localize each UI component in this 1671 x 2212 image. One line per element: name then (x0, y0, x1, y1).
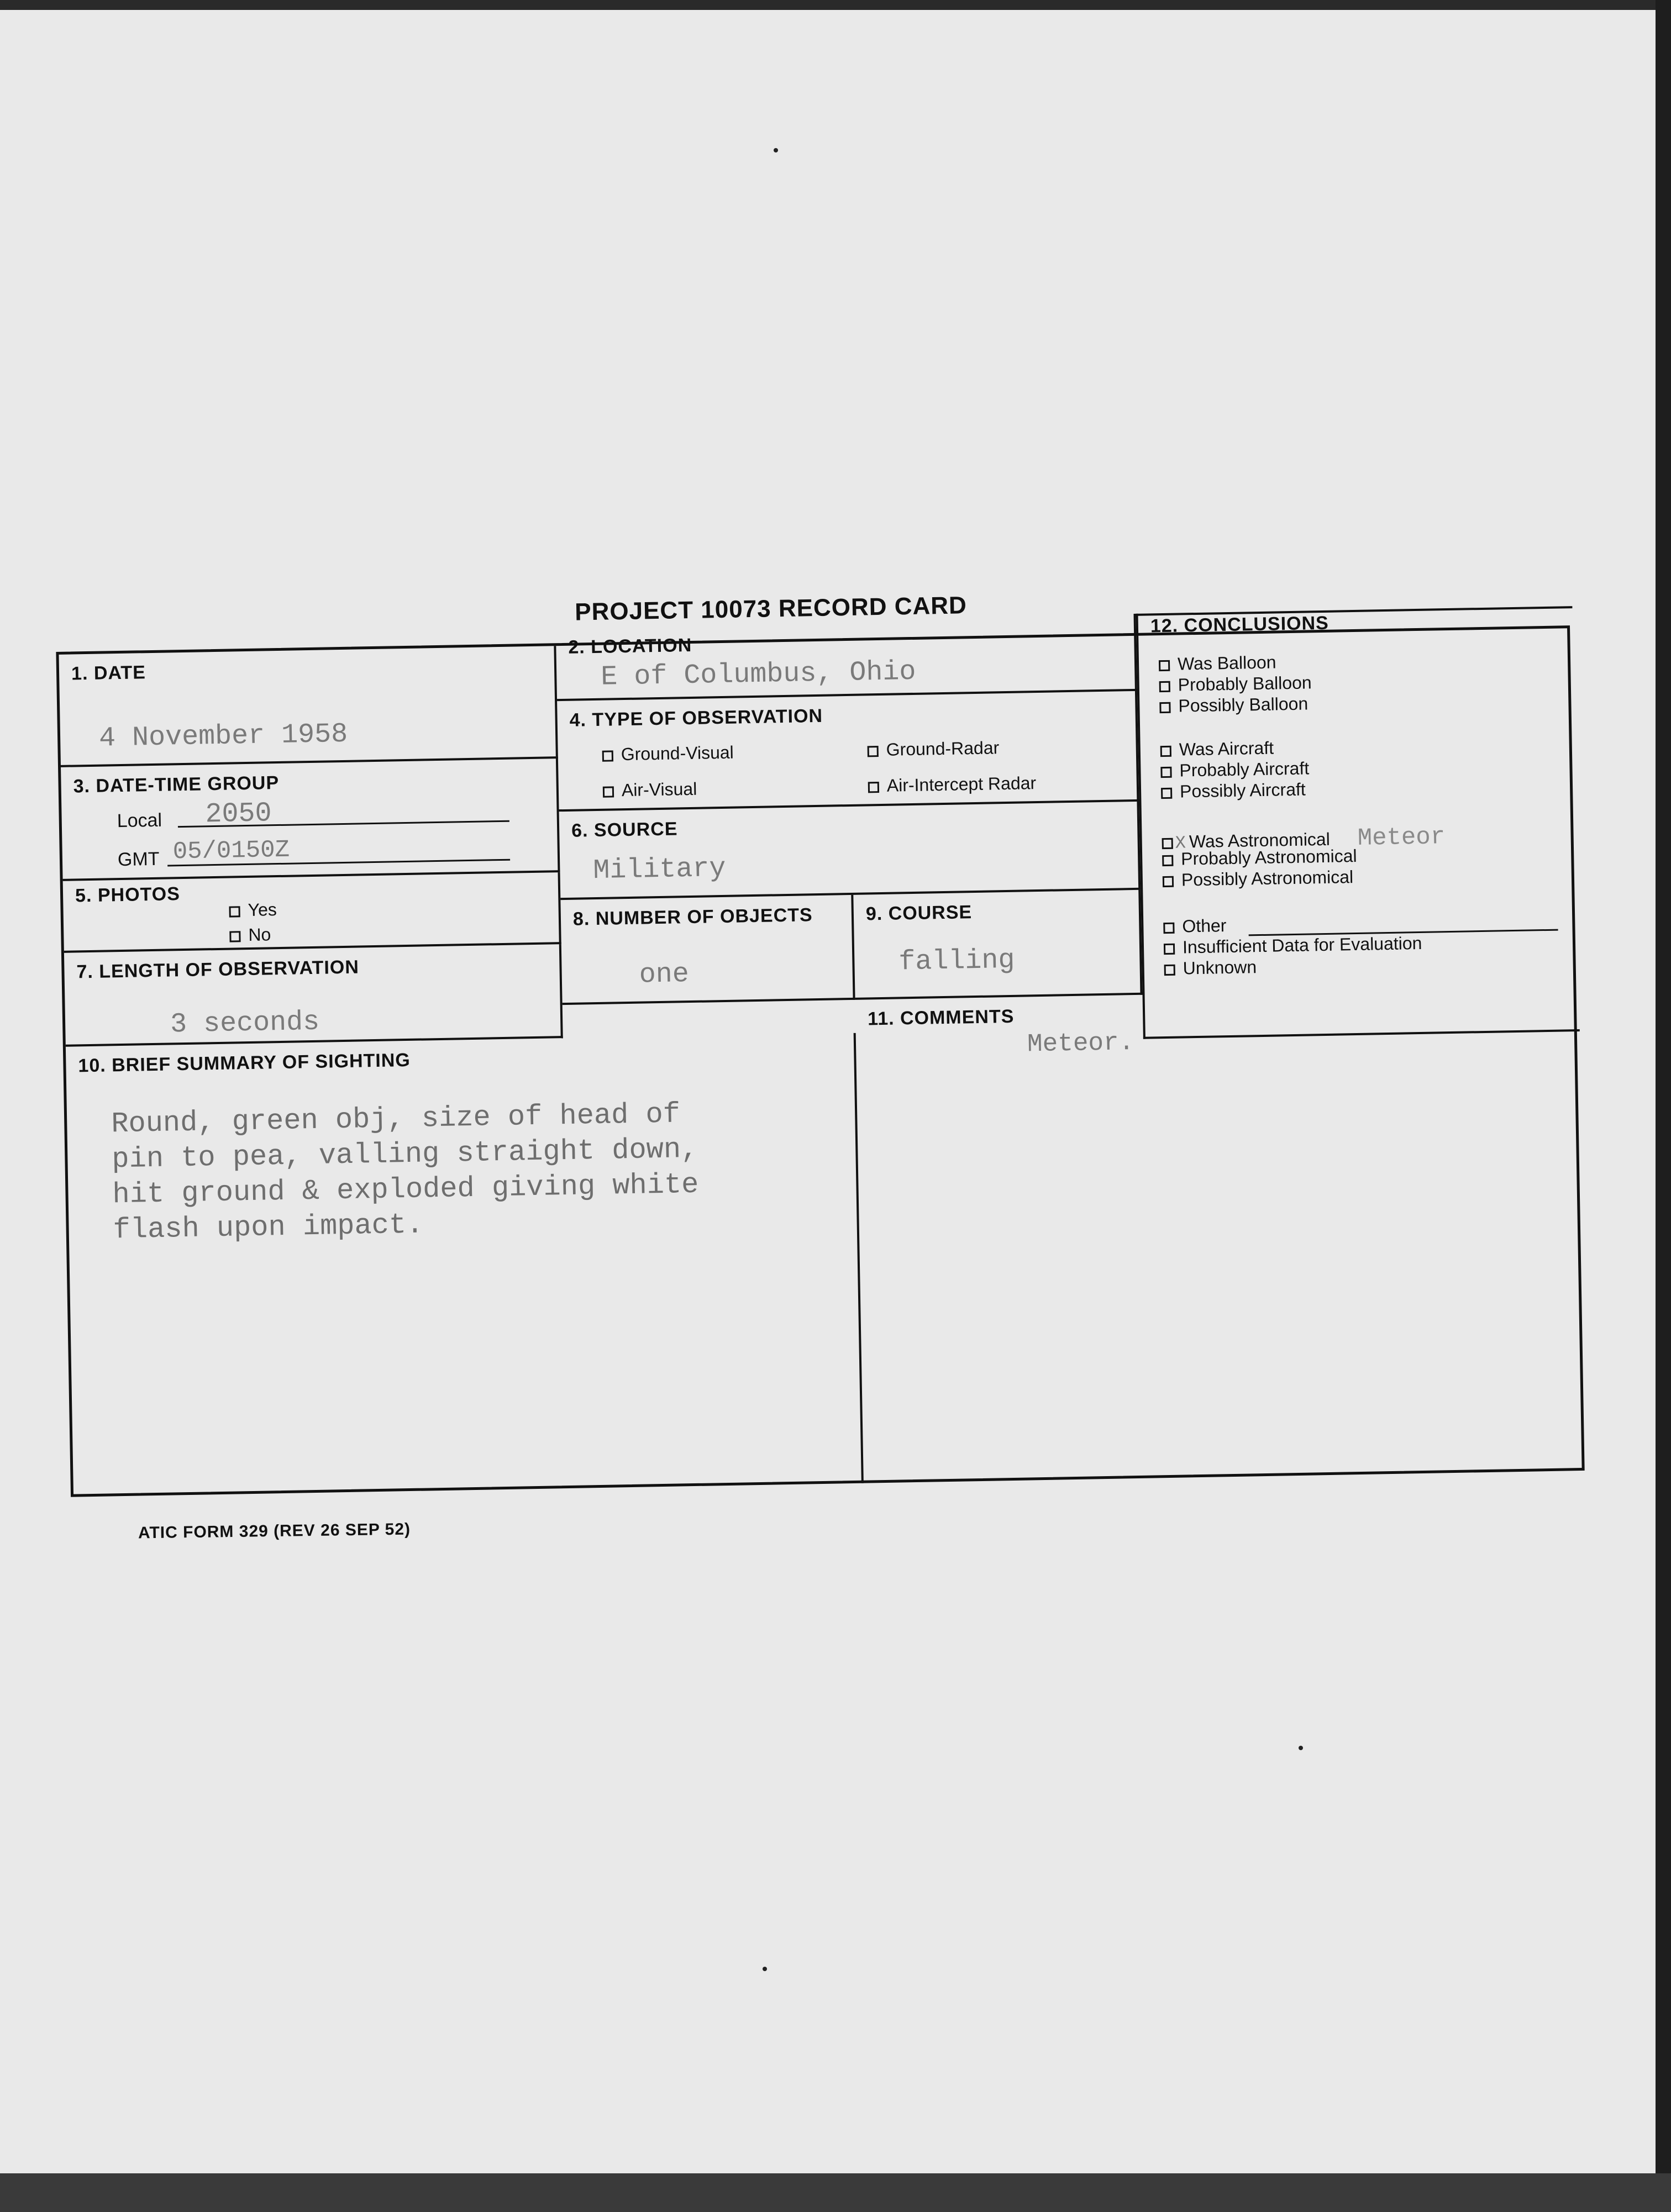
concl-option-label: Possibly Aircraft (1179, 779, 1306, 802)
obs-air-intercept-radar-label: Air-Intercept Radar (886, 773, 1037, 796)
checkbox-icon (603, 786, 614, 797)
objects-label: 8. NUMBER OF OBJECTS (572, 904, 813, 930)
summary-cell (66, 1033, 864, 1497)
concl-option-label: Probably Balloon (1178, 672, 1312, 695)
concl-was-aircraft (1160, 738, 1274, 761)
film-edge-top (0, 0, 1671, 10)
length-label: 7. LENGTH OF OBSERVATION (76, 956, 360, 983)
record-card (55, 581, 1597, 1569)
checkbox-icon (868, 746, 879, 757)
checkbox-icon (1159, 660, 1170, 671)
concl-option-label: Was Aircraft (1179, 738, 1274, 760)
checkbox-icon (1162, 855, 1173, 866)
date-label: 1. DATE (71, 662, 146, 684)
obs-ground-visual-label: Ground-Visual (621, 742, 734, 765)
checkbox-icon (1159, 681, 1170, 692)
concl-possibly-astronomical (1163, 867, 1354, 891)
source-value: Military (592, 852, 726, 887)
comments-cell (855, 987, 1582, 1483)
checkbox-icon (1160, 766, 1171, 777)
checkbox-icon (1163, 922, 1174, 933)
length-value: 3 seconds (170, 1006, 320, 1041)
checkbox-icon (1160, 745, 1171, 756)
photos-cell (63, 872, 561, 953)
date-value: 4 November 1958 (98, 718, 348, 755)
course-cell (853, 890, 1142, 1000)
location-value: E of Columbus, Ohio (600, 656, 916, 693)
obs-air-visual (603, 779, 697, 801)
summary-label: 10. BRIEF SUMMARY OF SIGHTING (78, 1049, 411, 1077)
location-label: 2. LOCATION (568, 634, 692, 658)
checkbox-icon (868, 782, 879, 793)
checkbox-icon (1162, 838, 1173, 849)
summary-line: hit ground & exploded giving white (112, 1168, 699, 1212)
concl-was-balloon (1159, 652, 1276, 675)
obs-ground-radar (867, 738, 999, 760)
concl-probably-balloon (1159, 672, 1312, 696)
source-cell (559, 802, 1141, 900)
date-cell (59, 646, 558, 765)
film-edge-bottom (0, 2173, 1671, 2212)
location-cell (556, 614, 1137, 701)
photos-yes (229, 899, 277, 920)
concl-option-label: Probably Aircraft (1179, 758, 1310, 781)
comments-label: 11. COMMENTS (867, 1005, 1015, 1030)
obs-ground-visual (602, 742, 734, 765)
observation-type-label: 4. TYPE OF OBSERVATION (569, 705, 823, 731)
concl-possibly-balloon (1159, 693, 1308, 717)
concl-option-label: Probably Astronomical (1180, 845, 1357, 869)
conclusions-cell (1136, 606, 1579, 1039)
length-cell (64, 944, 563, 1047)
concl-other (1163, 915, 1227, 937)
observation-type-cell (557, 691, 1139, 812)
concl-option-label: Possibly Balloon (1178, 693, 1309, 716)
checkbox-icon (1159, 702, 1170, 713)
concl-probably-astronomical (1162, 846, 1357, 870)
concl-probably-aircraft (1160, 758, 1309, 781)
card-title: PROJECT 10073 RECORD CARD (574, 592, 968, 626)
dtg-cell (61, 756, 560, 881)
obs-air-visual-label: Air-Visual (621, 778, 697, 800)
course-value: falling (898, 944, 1015, 978)
source-label: 6. SOURCE (571, 818, 678, 841)
summary-line: pin to pea, valling straight down, (111, 1133, 698, 1176)
dtg-gmt-label: GMT (117, 848, 160, 871)
dtg-local-label: Local (117, 809, 162, 832)
checkbox-icon (1164, 943, 1175, 954)
concl-option-label: Possibly Astronomical (1181, 867, 1354, 890)
photos-no-label: No (248, 924, 271, 945)
dtg-local-value: 2050 (205, 798, 272, 831)
concl-unknown (1164, 957, 1257, 979)
dtg-gmt-value: 05/0150Z (172, 836, 290, 866)
dust-speck (774, 148, 778, 152)
checked-mark: X (1175, 833, 1186, 854)
conclusions-label: 12. CONCLUSIONS (1150, 612, 1330, 637)
summary-line: flash upon impact. (113, 1208, 424, 1247)
astronomical-note: Meteor (1357, 823, 1446, 852)
form-id: ATIC FORM 329 (REV 26 SEP 52) (138, 1520, 411, 1542)
course-label: 9. COURSE (865, 902, 973, 925)
obs-ground-radar-label: Ground-Radar (886, 738, 1000, 760)
summary-line: Round, green obj, size of head of (111, 1098, 681, 1141)
checkbox-icon (1161, 787, 1172, 798)
checkbox-icon (229, 906, 240, 917)
concl-insufficient-data (1164, 933, 1422, 958)
concl-option-label: Other (1182, 915, 1227, 936)
dust-speck (1299, 1746, 1303, 1750)
dust-speck (763, 1967, 767, 1971)
checkbox-icon (229, 931, 240, 942)
summary-text (111, 1093, 887, 1248)
concl-option-label: Insufficient Data for Evaluation (1182, 933, 1422, 957)
photos-label: 5. PHOTOS (75, 883, 181, 907)
concl-option-label: Unknown (1183, 957, 1257, 978)
photos-yes-label: Yes (248, 899, 277, 920)
checkbox-icon (1163, 876, 1174, 887)
checkbox-icon (602, 750, 613, 761)
film-edge-right (1656, 0, 1671, 2212)
concl-option-label: Was Balloon (1177, 652, 1276, 674)
checkbox-icon (1164, 964, 1175, 975)
objects-value: one (639, 958, 690, 991)
objects-cell (560, 895, 855, 1005)
photos-no (229, 924, 271, 945)
card-grid (56, 612, 1584, 1497)
dtg-label: 3. DATE-TIME GROUP (73, 772, 280, 797)
obs-air-intercept-radar (868, 773, 1037, 796)
concl-option-label: Was Astronomical (1189, 829, 1331, 852)
comments-value: Meteor. (1027, 1028, 1134, 1059)
concl-possibly-aircraft (1161, 780, 1306, 803)
